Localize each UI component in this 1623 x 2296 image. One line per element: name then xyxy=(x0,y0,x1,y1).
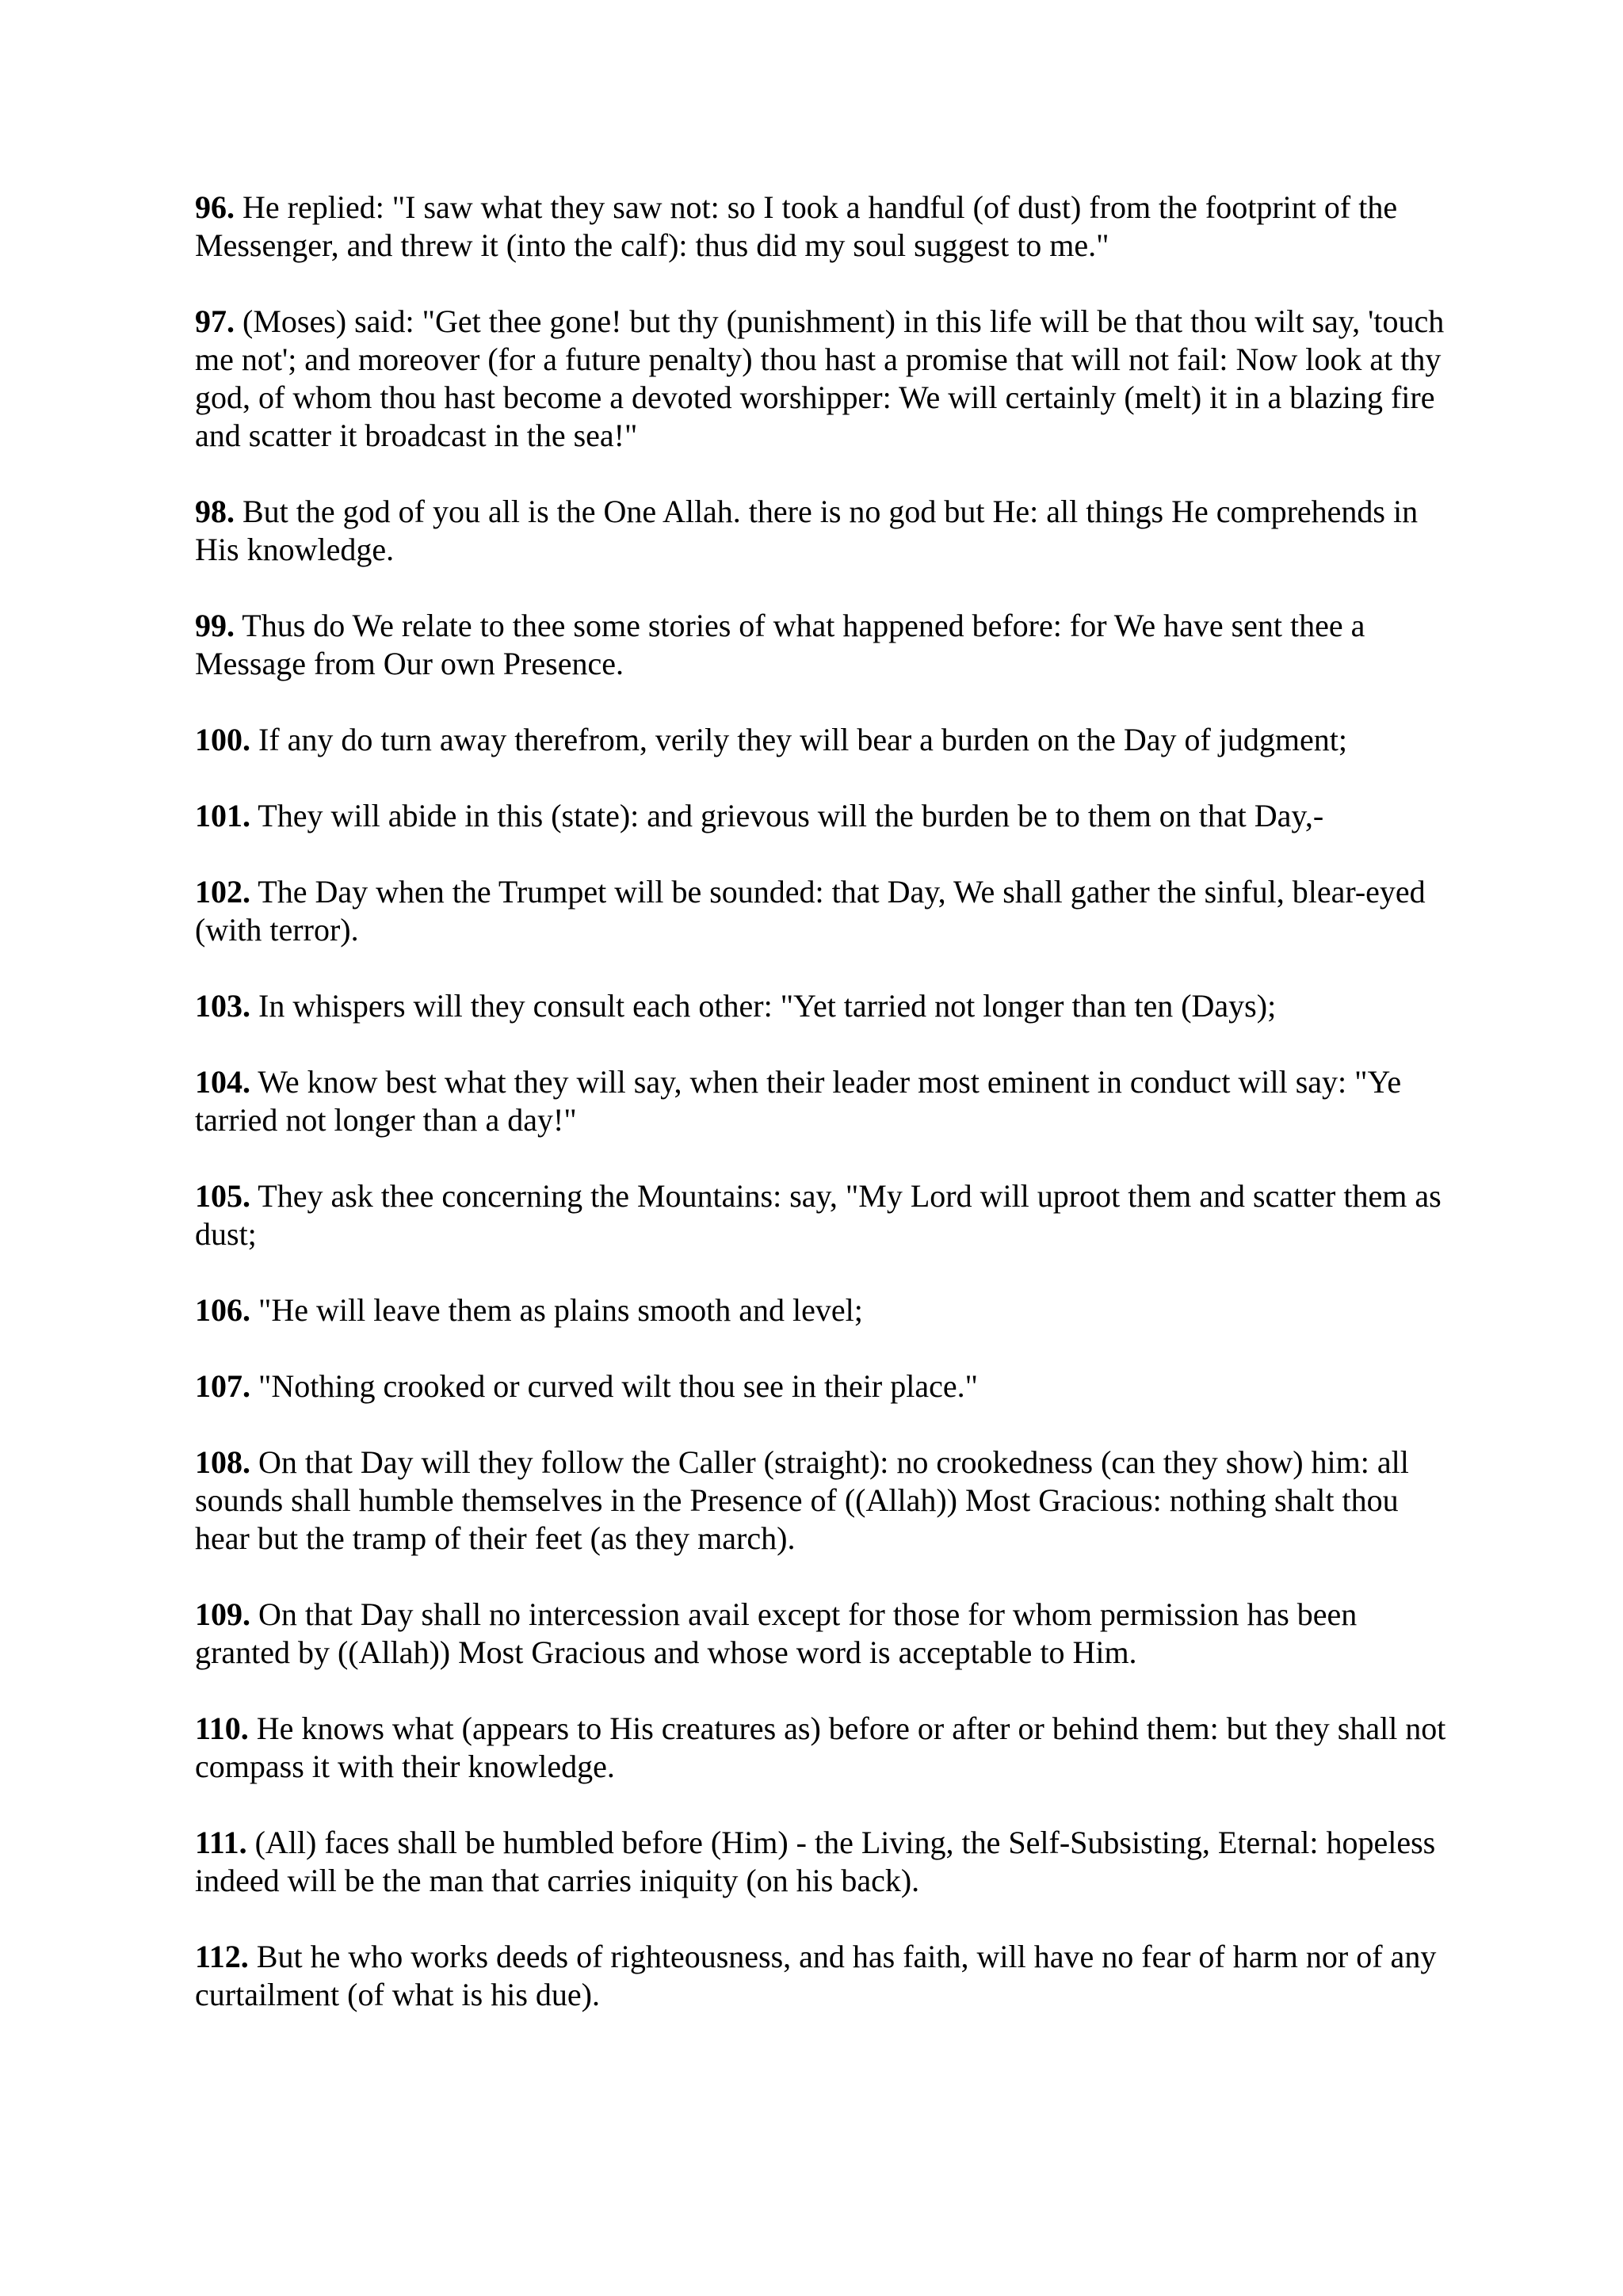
verse-text: They will abide in this (state): and grievous will the burden be to them on that Day,- xyxy=(258,798,1324,833)
verse-110 xyxy=(195,1710,1447,1786)
verse-text: (All) faces shall be humbled before (Him) - the Living, the Self-Subsisting, Eternal: hopeless indeed will be the man that carries iniquity (on his back). xyxy=(195,1825,1436,1898)
verse-text: He knows what (appears to His creatures as) before or after or behind them: but they shall not compass it with their knowledge. xyxy=(195,1711,1446,1784)
verse-106 xyxy=(195,1291,1447,1329)
verse-number: 100. xyxy=(195,722,250,757)
verse-text: But he who works deeds of righteousness, and has faith, will have no fear of harm nor of any curtailment (of what is his due). xyxy=(195,1939,1437,2012)
verse-number: 110. xyxy=(195,1711,249,1746)
document-page xyxy=(195,189,1447,2052)
verse-number: 107. xyxy=(195,1368,250,1404)
verse-number: 111. xyxy=(195,1825,247,1860)
verse-112 xyxy=(195,1938,1447,2014)
verse-101 xyxy=(195,797,1447,835)
verse-text: They ask thee concerning the Mountains: say, "My Lord will uproot them and scatter them as dust; xyxy=(195,1178,1442,1252)
verse-105 xyxy=(195,1177,1447,1253)
verse-text: He replied: "I saw what they saw not: so I took a handful (of dust) from the footprint of the Messenger, and threw it (into the calf): thus did my soul suggest to me." xyxy=(195,189,1398,263)
verse-text: "Nothing crooked or curved wilt thou see in their place." xyxy=(258,1368,978,1404)
verse-104 xyxy=(195,1063,1447,1139)
verse-text: (Moses) said: "Get thee gone! but thy (punishment) in this life will be that thou wilt say, 'touch me not'; and moreover (for a future penalty) thou hast a promise that will not fail: Now look at thy god, of whom thou hast become a devoted worshipper: We will certainly (melt) it in a blazing fire and scatter it broadcast in the sea!" xyxy=(195,303,1445,453)
verse-number: 101. xyxy=(195,798,250,833)
verse-96 xyxy=(195,189,1447,265)
verse-text: In whispers will they consult each other: "Yet tarried not longer than ten (Days); xyxy=(258,988,1277,1024)
verse-number: 112. xyxy=(195,1939,249,1974)
verse-98 xyxy=(195,493,1447,569)
verse-102 xyxy=(195,873,1447,949)
verse-number: 98. xyxy=(195,494,235,529)
verse-text: But the god of you all is the One Allah. there is no god but He: all things He comprehends in His knowledge. xyxy=(195,494,1419,567)
verse-number: 103. xyxy=(195,988,250,1024)
verse-109 xyxy=(195,1596,1447,1672)
verse-text: "He will leave them as plains smooth and level; xyxy=(258,1292,863,1328)
verse-99 xyxy=(195,607,1447,683)
verse-text: Thus do We relate to thee some stories of what happened before: for We have sent thee a Message from Our own Presence. xyxy=(195,608,1365,681)
verse-108 xyxy=(195,1444,1447,1558)
verse-number: 96. xyxy=(195,189,235,225)
verse-97 xyxy=(195,303,1447,455)
verse-number: 102. xyxy=(195,874,250,910)
verse-text: The Day when the Trumpet will be sounded: that Day, We shall gather the sinful, blear-eyed (with terror). xyxy=(195,874,1426,948)
verse-text: We know best what they will say, when their leader most eminent in conduct will say: "Ye tarried not longer than a day!" xyxy=(195,1064,1402,1138)
verse-text: On that Day will they follow the Caller (straight): no crookedness (can they show) him: all sounds shall humble themselves in the Presence of ((Allah)) Most Gracious: nothing shalt thou hear but the tramp of their feet (as they march). xyxy=(195,1444,1409,1556)
verse-100 xyxy=(195,721,1447,759)
verse-number: 97. xyxy=(195,303,235,339)
verse-111 xyxy=(195,1824,1447,1900)
verse-number: 109. xyxy=(195,1596,250,1632)
verse-number: 105. xyxy=(195,1178,250,1214)
verse-number: 99. xyxy=(195,608,235,643)
verse-text: On that Day shall no intercession avail except for those for whom permission has been granted by ((Allah)) Most Gracious and whose word is acceptable to Him. xyxy=(195,1596,1358,1670)
verse-103 xyxy=(195,987,1447,1025)
verse-number: 108. xyxy=(195,1444,250,1480)
verse-107 xyxy=(195,1367,1447,1405)
verse-number: 104. xyxy=(195,1064,250,1100)
verse-number: 106. xyxy=(195,1292,250,1328)
verse-text: If any do turn away therefrom, verily they will bear a burden on the Day of judgment; xyxy=(258,722,1348,757)
